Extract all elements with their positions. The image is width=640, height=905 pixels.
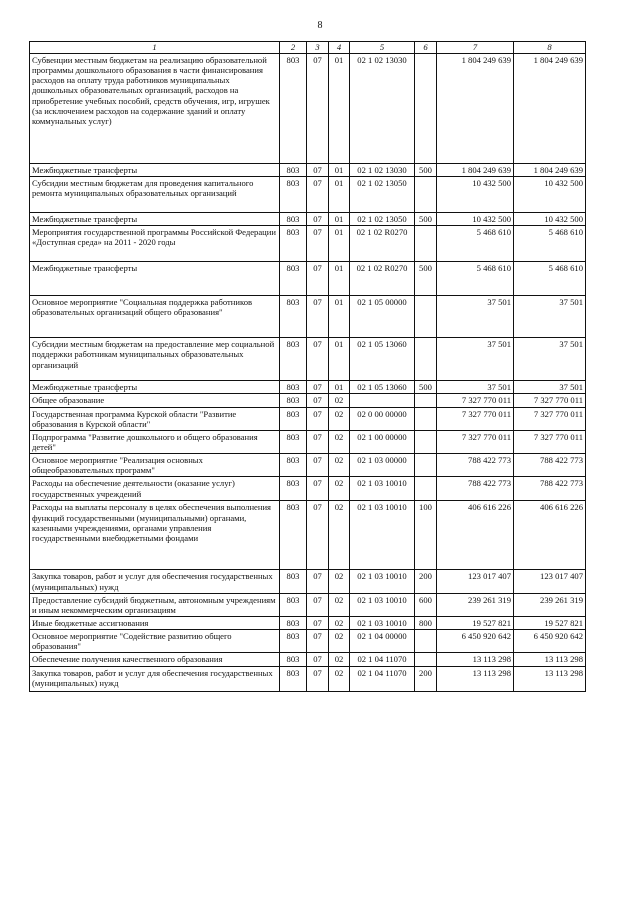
row-expense-type-cell	[415, 296, 437, 338]
row-amount-total-cell: 1 804 249 639	[514, 164, 586, 177]
row-expense-type-cell	[415, 653, 437, 666]
table-row	[30, 430, 586, 453]
row-expense-type-cell	[415, 407, 437, 430]
row-expense-type-cell: 500	[415, 213, 437, 226]
header-cell: 3	[307, 42, 329, 54]
row-admin-code-cell: 803	[280, 262, 307, 296]
header-cell: 8	[514, 42, 586, 54]
row-name-cell: Государственная программа Курской области "Развитие образования в Курской области"	[30, 407, 280, 430]
row-section-cell: 07	[307, 570, 329, 593]
row-expense-type-cell: 100	[415, 501, 437, 570]
row-section-cell: 07	[307, 454, 329, 477]
row-amount-total-cell: 788 422 773	[514, 454, 586, 477]
header-cell: 1	[30, 42, 280, 54]
row-target-article-cell: 02 1 05 00000	[350, 296, 415, 338]
row-expense-type-cell: 200	[415, 570, 437, 593]
row-amount-total-cell: 10 432 500	[514, 213, 586, 226]
row-amount-cell: 406 616 226	[437, 501, 514, 570]
table-header	[30, 42, 586, 54]
table-row	[30, 54, 586, 164]
row-target-article-cell: 02 1 00 00000	[350, 430, 415, 453]
table-row	[30, 666, 586, 691]
row-section-cell: 07	[307, 653, 329, 666]
row-target-article-cell: 02 1 04 11070	[350, 666, 415, 691]
row-amount-cell: 7 327 770 011	[437, 430, 514, 453]
row-section-cell: 07	[307, 394, 329, 407]
row-name-cell: Иные бюджетные ассигнования	[30, 616, 280, 629]
row-target-article-cell: 02 1 03 10010	[350, 616, 415, 629]
row-admin-code-cell: 803	[280, 616, 307, 629]
table-row	[30, 394, 586, 407]
row-amount-total-cell: 10 432 500	[514, 177, 586, 213]
row-expense-type-cell: 500	[415, 164, 437, 177]
row-amount-cell: 788 422 773	[437, 477, 514, 501]
row-admin-code-cell: 803	[280, 593, 307, 616]
row-amount-cell: 37 501	[437, 381, 514, 394]
table-body	[30, 54, 586, 692]
header-cell: 2	[280, 42, 307, 54]
row-section-cell: 07	[307, 164, 329, 177]
row-admin-code-cell: 803	[280, 570, 307, 593]
row-amount-cell: 7 327 770 011	[437, 394, 514, 407]
row-expense-type-cell	[415, 394, 437, 407]
row-expense-type-cell: 800	[415, 616, 437, 629]
row-subsection-cell: 02	[329, 570, 350, 593]
row-subsection-cell: 02	[329, 630, 350, 653]
row-amount-total-cell: 7 327 770 011	[514, 407, 586, 430]
row-section-cell: 07	[307, 477, 329, 501]
row-amount-total-cell: 123 017 407	[514, 570, 586, 593]
row-section-cell: 07	[307, 407, 329, 430]
row-expense-type-cell: 500	[415, 262, 437, 296]
table-row	[30, 407, 586, 430]
row-amount-total-cell: 788 422 773	[514, 477, 586, 501]
row-target-article-cell: 02 1 03 10010	[350, 593, 415, 616]
row-name-cell: Общее образование	[30, 394, 280, 407]
row-target-article-cell	[350, 394, 415, 407]
row-target-article-cell: 02 1 03 10010	[350, 501, 415, 570]
row-amount-total-cell: 37 501	[514, 338, 586, 381]
row-section-cell: 07	[307, 430, 329, 453]
row-subsection-cell: 02	[329, 501, 350, 570]
table-row	[30, 477, 586, 501]
row-amount-total-cell: 6 450 920 642	[514, 630, 586, 653]
table-row	[30, 213, 586, 226]
row-target-article-cell: 02 1 02 13030	[350, 54, 415, 164]
row-amount-cell: 7 327 770 011	[437, 407, 514, 430]
row-admin-code-cell: 803	[280, 338, 307, 381]
header-row	[30, 42, 586, 54]
row-name-cell: Основное мероприятие "Содействие развитию общего образования"	[30, 630, 280, 653]
row-subsection-cell: 01	[329, 381, 350, 394]
table-row	[30, 296, 586, 338]
row-admin-code-cell: 803	[280, 394, 307, 407]
row-expense-type-cell: 200	[415, 666, 437, 691]
row-admin-code-cell: 803	[280, 226, 307, 262]
row-expense-type-cell	[415, 54, 437, 164]
row-expense-type-cell	[415, 430, 437, 453]
row-admin-code-cell: 803	[280, 177, 307, 213]
row-amount-total-cell: 13 113 298	[514, 653, 586, 666]
table-row	[30, 177, 586, 213]
row-amount-cell: 13 113 298	[437, 666, 514, 691]
row-expense-type-cell	[415, 454, 437, 477]
row-target-article-cell: 02 1 03 10010	[350, 570, 415, 593]
row-admin-code-cell: 803	[280, 477, 307, 501]
row-expense-type-cell	[415, 477, 437, 501]
table-row	[30, 653, 586, 666]
table-row	[30, 381, 586, 394]
row-subsection-cell: 01	[329, 213, 350, 226]
row-name-cell: Субсидии местным бюджетам на предоставление мер социальной поддержки работникам муниципальных образовательных организаций	[30, 338, 280, 381]
table-row	[30, 616, 586, 629]
row-amount-cell: 19 527 821	[437, 616, 514, 629]
row-amount-total-cell: 7 327 770 011	[514, 430, 586, 453]
row-section-cell: 07	[307, 666, 329, 691]
table-row	[30, 570, 586, 593]
row-section-cell: 07	[307, 616, 329, 629]
row-expense-type-cell: 500	[415, 381, 437, 394]
row-amount-total-cell: 406 616 226	[514, 501, 586, 570]
row-name-cell: Закупка товаров, работ и услуг для обеспечения государственных (муниципальных) нужд	[30, 666, 280, 691]
row-subsection-cell: 02	[329, 394, 350, 407]
row-amount-cell: 37 501	[437, 338, 514, 381]
row-admin-code-cell: 803	[280, 454, 307, 477]
row-target-article-cell: 02 1 04 00000	[350, 630, 415, 653]
row-section-cell: 07	[307, 338, 329, 381]
row-name-cell: Основное мероприятие "Социальная поддержка работников образовательных организаций общего образования"	[30, 296, 280, 338]
row-admin-code-cell: 803	[280, 296, 307, 338]
header-cell: 7	[437, 42, 514, 54]
row-subsection-cell: 02	[329, 653, 350, 666]
row-target-article-cell: 02 1 05 13060	[350, 338, 415, 381]
row-expense-type-cell	[415, 226, 437, 262]
table-row	[30, 501, 586, 570]
row-amount-total-cell: 7 327 770 011	[514, 394, 586, 407]
row-section-cell: 07	[307, 262, 329, 296]
row-subsection-cell: 01	[329, 54, 350, 164]
row-admin-code-cell: 803	[280, 164, 307, 177]
row-name-cell: Субвенции местным бюджетам на реализацию образовательной программы дошкольного образования в части финансирования расходов на оплату труда работников муниципальных дошкольных образовательных организаций, расходов на приобретение учебных пособий, средств обучения, игр, игрушек (за исключением расходов на содержание зданий и оплату коммунальных услуг)	[30, 54, 280, 164]
row-name-cell: Закупка товаров, работ и услуг для обеспечения государственных (муниципальных) нужд	[30, 570, 280, 593]
row-subsection-cell: 02	[329, 616, 350, 629]
row-section-cell: 07	[307, 54, 329, 164]
row-admin-code-cell: 803	[280, 54, 307, 164]
row-section-cell: 07	[307, 177, 329, 213]
row-admin-code-cell: 803	[280, 381, 307, 394]
row-section-cell: 07	[307, 226, 329, 262]
header-cell: 4	[329, 42, 350, 54]
row-name-cell: Мероприятия государственной программы Российской Федерации «Доступная среда» на 2011 - 2020 годы	[30, 226, 280, 262]
row-expense-type-cell	[415, 177, 437, 213]
row-amount-cell: 10 432 500	[437, 177, 514, 213]
row-expense-type-cell	[415, 630, 437, 653]
row-target-article-cell: 02 1 04 11070	[350, 653, 415, 666]
row-amount-cell: 788 422 773	[437, 454, 514, 477]
row-amount-cell: 123 017 407	[437, 570, 514, 593]
row-amount-total-cell: 239 261 319	[514, 593, 586, 616]
row-section-cell: 07	[307, 593, 329, 616]
row-target-article-cell: 02 0 00 00000	[350, 407, 415, 430]
row-name-cell: Предоставление субсидий бюджетным, автономным учреждениям и иным некоммерческим организациям	[30, 593, 280, 616]
row-section-cell: 07	[307, 213, 329, 226]
table-row	[30, 262, 586, 296]
row-section-cell: 07	[307, 630, 329, 653]
row-subsection-cell: 01	[329, 296, 350, 338]
row-admin-code-cell: 803	[280, 653, 307, 666]
row-admin-code-cell: 803	[280, 213, 307, 226]
row-name-cell: Расходы на выплаты персоналу в целях обеспечения выполнения функций государственными (муниципальными) органами, казенными учреждениями, органами управления государственными внебюджетными фондами	[30, 501, 280, 570]
row-amount-cell: 13 113 298	[437, 653, 514, 666]
row-amount-total-cell: 37 501	[514, 296, 586, 338]
row-subsection-cell: 01	[329, 177, 350, 213]
header-cell: 6	[415, 42, 437, 54]
row-amount-total-cell: 13 113 298	[514, 666, 586, 691]
row-target-article-cell: 02 1 02 13050	[350, 213, 415, 226]
row-amount-cell: 6 450 920 642	[437, 630, 514, 653]
table-row	[30, 164, 586, 177]
row-expense-type-cell: 600	[415, 593, 437, 616]
row-amount-total-cell: 5 468 610	[514, 226, 586, 262]
row-amount-cell: 10 432 500	[437, 213, 514, 226]
row-amount-total-cell: 19 527 821	[514, 616, 586, 629]
row-amount-cell: 37 501	[437, 296, 514, 338]
row-amount-cell: 5 468 610	[437, 262, 514, 296]
row-subsection-cell: 01	[329, 226, 350, 262]
row-target-article-cell: 02 1 02 R0270	[350, 226, 415, 262]
table-row	[30, 593, 586, 616]
row-target-article-cell: 02 1 02 13030	[350, 164, 415, 177]
row-subsection-cell: 01	[329, 262, 350, 296]
table-row	[30, 226, 586, 262]
row-subsection-cell: 01	[329, 164, 350, 177]
table-row	[30, 630, 586, 653]
row-target-article-cell: 02 1 02 13050	[350, 177, 415, 213]
row-amount-total-cell: 1 804 249 639	[514, 54, 586, 164]
row-target-article-cell: 02 1 02 R0270	[350, 262, 415, 296]
row-expense-type-cell	[415, 338, 437, 381]
row-subsection-cell: 02	[329, 593, 350, 616]
row-target-article-cell: 02 1 05 13060	[350, 381, 415, 394]
row-admin-code-cell: 803	[280, 501, 307, 570]
row-name-cell: Межбюджетные трансферты	[30, 164, 280, 177]
row-admin-code-cell: 803	[280, 430, 307, 453]
row-amount-cell: 239 261 319	[437, 593, 514, 616]
row-subsection-cell: 02	[329, 454, 350, 477]
row-subsection-cell: 01	[329, 338, 350, 381]
row-subsection-cell: 02	[329, 430, 350, 453]
row-amount-cell: 1 804 249 639	[437, 164, 514, 177]
row-amount-cell: 1 804 249 639	[437, 54, 514, 164]
row-amount-total-cell: 37 501	[514, 381, 586, 394]
row-amount-cell: 5 468 610	[437, 226, 514, 262]
row-name-cell: Субсидии местным бюджетам для проведения капитального ремонта муниципальных образовательных организаций	[30, 177, 280, 213]
row-name-cell: Подпрограмма "Развитие дошкольного и общего образования детей"	[30, 430, 280, 453]
row-subsection-cell: 02	[329, 477, 350, 501]
row-target-article-cell: 02 1 03 10010	[350, 477, 415, 501]
row-section-cell: 07	[307, 381, 329, 394]
row-subsection-cell: 02	[329, 407, 350, 430]
row-target-article-cell: 02 1 03 00000	[350, 454, 415, 477]
row-subsection-cell: 02	[329, 666, 350, 691]
table-row	[30, 338, 586, 381]
row-admin-code-cell: 803	[280, 630, 307, 653]
budget-table	[29, 41, 586, 692]
row-name-cell: Основное мероприятие "Реализация основных общеобразовательных программ"	[30, 454, 280, 477]
page-number: 8	[317, 20, 323, 31]
row-name-cell: Межбюджетные трансферты	[30, 381, 280, 394]
row-section-cell: 07	[307, 501, 329, 570]
row-name-cell: Межбюджетные трансферты	[30, 262, 280, 296]
row-name-cell: Межбюджетные трансферты	[30, 213, 280, 226]
row-admin-code-cell: 803	[280, 666, 307, 691]
table-row	[30, 454, 586, 477]
row-admin-code-cell: 803	[280, 407, 307, 430]
row-name-cell: Расходы на обеспечение деятельности (оказание услуг) государственных учреждений	[30, 477, 280, 501]
row-amount-total-cell: 5 468 610	[514, 262, 586, 296]
row-section-cell: 07	[307, 296, 329, 338]
row-name-cell: Обеспечение получения качественного образования	[30, 653, 280, 666]
header-cell: 5	[350, 42, 415, 54]
